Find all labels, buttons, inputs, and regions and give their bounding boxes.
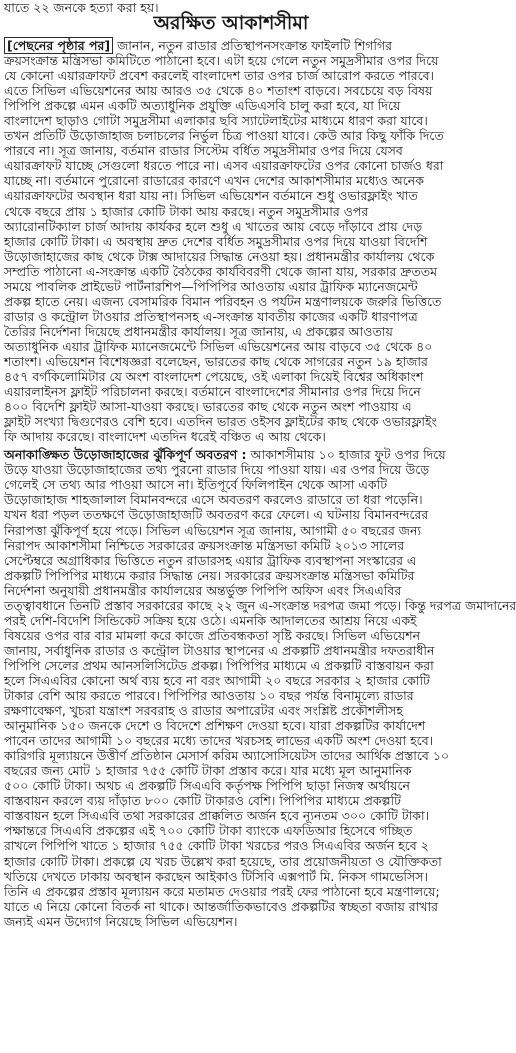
- article-line: এতে সিভিল এভিয়েশনের আয় আরও ৩৫ থেকে ৪০ শতাংশ বাড়বে। সবচেয়ে বড় বিষয়: [4, 83, 433, 99]
- article-line: পিপিপি সেলের প্রথম আনসলিসিটেড প্রকল্প। পিপিপির মাধ্যমে এ প্রকল্পটি বাস্তবায়ন করা: [4, 657, 434, 673]
- subsection-heading: অনাকাঙ্ক্ষিত উড়োজাহাজের ঝুঁকিপূর্ণ অবতরণ :: [4, 447, 247, 463]
- continued-from-back-page-label: [পেছনের পৃষ্ঠার পর]: [4, 37, 113, 54]
- article-line: গেলেই সে তথ্য আর পাওয়া আসে না। ইতিপূর্বে ফিলিপাইন থেকে আসা একটি: [4, 477, 388, 493]
- article-line: উড়োজাহাজের কাছ থেকে টাক্স আদায়ের সিদ্ধান্ত নেওয়া হয়। প্রধানমন্ত্রীর কার্যালয় থেকে: [4, 248, 435, 264]
- article-text: আকাশসীমায় ১০ হাজার ফুট ওপর দিয়ে: [246, 447, 446, 463]
- article-line: পিপিপি প্রকল্পে এমন একটি অত্যাধুনিক প্রযুক্তি এডিএসবি চালু করা হবে, যা দিয়ে: [4, 98, 401, 114]
- article-line: বাংলাদেশ ছাড়াও গোটা সমুদ্রসীমা এলাকার ছবি স্যাটেলাইটের মাধ্যমে ধারণ করা যাবে।: [4, 113, 428, 129]
- article-line: পারবে না। সূত্র জানায়, বর্তমান রাডার সিস্টেম বর্ধিত সমুদ্রসীমার ওপর দিয়ে যেসব: [4, 143, 403, 159]
- article-line: তখন প্রতিটি উড়োজাহাজ চলাচলের নির্ভুল চিত্র পাওয়া যাবে। কেউ আর কিছু ফাঁকি দিতে: [4, 128, 444, 144]
- article-line: প্রকল্পটি পিপিপির মাধ্যমে করার সিদ্ধান্ত নেয়। সরকারের ক্রয়সংক্রান্ত মন্ত্রিসভা কমিটির: [4, 567, 415, 583]
- article-line: জানায়, সর্বাধুনিক রাডার ও কন্ট্রোল টাওয়ার স্থাপনের এ প্রকল্পটি প্রধানমন্ত্রীর দফতরাধীন: [4, 642, 435, 658]
- article-line: ৫০০ কোটি টাকা। অথচ এ প্রকল্পটি সিএএবি কর্তৃপক্ষ পিপিপি ছাড়া নিজস্ব অর্থায়নে: [4, 778, 411, 794]
- article-line: বাস্তবায়ন করলে ব্যয় দাঁড়াত ৮০০ কোটি টাকারও বেশি। পিপিপির মাধ্যমে প্রকল্পটি: [4, 793, 401, 809]
- article-headline: অরক্ষিত আকাশসীমা: [153, 12, 309, 34]
- article-line: আনুমানিক ১৫০ জনকে দেশে ও বিদেশে প্রশিক্ষণ দেওয়া হবে। যারা প্রকল্পটির কার্যাদেশ: [4, 718, 426, 734]
- article-line: রাডার ও কন্ট্রোল টাওয়ার প্রতিস্থাপনসহ এ-সংক্রান্ত যাবতীয় কাজের একটি ধারণাপত্র: [4, 308, 418, 324]
- article-line: ফি আদায় করেছে। বাংলাদেশ এতদিন ধরেই বঞ্চিত এ আয় থেকে।: [4, 429, 326, 445]
- article-line: যে কোনো এয়ারক্রাফট প্রবেশ করলেই বাংলাদেশ তার ওপর চার্জ আরোপ করতে পারবে।: [4, 68, 435, 84]
- article-line: [4, 447, 458, 462]
- article-line: অত্যাধুনিক এয়ার ট্রাফিক ম্যানেজমেন্টে সিভিল এভিয়েশনের আয় বাড়বে ৩৫ থেকে ৪০: [4, 338, 433, 354]
- article-line: ৪০০ বিদেশি ফ্লাইট আসা-যাওয়া করছে। ভারতের কাছ থেকে নতুন অংশ পাওয়ায় এ: [4, 399, 412, 415]
- article-line: বছরের জন্য মোট ১ হাজার ৭৫৫ কোটি টাকা প্রস্তাব করে। যার মধ্যে মূল আনুমানিক: [4, 763, 412, 779]
- article-line: শতাংশ। এভিয়েশন বিশেষজ্ঞরা বলেছেন, ভারতের কাছ থেকে সাগরের নতুন ১৯ হাজার: [4, 353, 428, 369]
- article-line: সেপ্টেম্বরে অগ্রাধিকার ভিত্তিতে নতুন রাডারসহ এয়ার ট্রাফিক ব্যবস্থাপনা সংস্কারের এ: [4, 552, 417, 568]
- article-line: ফ্লাইট সংখ্যা দ্বিগুণেরও বেশি হবে। এতদিন ভারত ওইসব ফ্লাইটের কাছ থেকে ওভারফ্লাইং: [4, 414, 437, 430]
- article-line: জন্যই এমন উদ্যোগ নিয়েছে সিভিল এভিয়েশন।: [4, 913, 238, 929]
- article-body: [4, 38, 516, 1051]
- article-line: পরই দেশি-বিদেশি সিন্ডিকেট সক্রিয় হয়ে ওঠে। এমনকি আদালতের আশ্রয় নিয়ে একই: [4, 612, 417, 628]
- article-line: পক্ষান্তরে সিএএবি প্রকল্পের এই ৭০০ কোটি টাকা ব্যাংকে এফডিআর হিসেবে গচ্ছিত: [4, 823, 413, 839]
- article-line: ৪৫৭ বর্গকিলোমিটার যে অংশ বাংলাদেশ পেয়েছে, ওই এলাকা দিয়েই বিশ্বের অধিকাংশ: [4, 369, 424, 385]
- article-line: রাখলে পিপিপি খাতে ১ হাজার ৭৫৫ কোটি টাকা খরচের পরও সিএএবির অর্জন হবে ২: [4, 838, 429, 854]
- article-line: উড়ে যাওয়া উড়োজাহাজের তথ্য পুরনো রাডার দিয়ে পাওয়া যায়। এর ওপর দিয়ে উড়ে: [4, 462, 430, 478]
- article-line: হলে সিএএবির কোনো অর্থ ব্যয় হবে না বরং আগামী ২০ বছরে সরকার ২ হাজার কোটি: [4, 672, 430, 688]
- article-line: যাচ্ছে না। বর্তমানে পুরোনো রাডারের কারণে এখন দেশের আকাশসীমার মধ্যেও অনেক: [4, 173, 424, 189]
- article-line: থেকে বছরে প্রায় ১ হাজার কোটি টাকা আয় করছে। নতুন সমুদ্রসীমার ওপর: [4, 203, 369, 219]
- article-line: যাতে এ নিয়ে কোনো বিতর্ক না থাকে। আন্তর্জাতিকভাবেও প্রকল্পটির স্বচ্ছতা বজায় রাখার: [4, 898, 438, 914]
- article-line: নিরাপদ আকাশসীমা নিশ্চিতে সরকারের ক্রয়সংক্রান্ত মন্ত্রিসভা কমিটি ২০১৩ সালের: [4, 537, 405, 553]
- article-line: সম্প্রতি পাঠানো এ-সংক্রান্ত একটি বৈঠকের কার্যবিবরণী থেকে জানা যায়, সরকার দ্রুততম: [4, 263, 438, 279]
- article-line: বিষয়ের ওপর বার বার মামলা করে কাজে প্রতিবন্ধকতা সৃষ্টি করছে। সিভিল এভিয়েশন: [4, 627, 421, 643]
- article-line: তৈরির নির্দেশনা দিয়েছে প্রধানমন্ত্রীর কার্যালয়। সূত্র জানায়, এ প্রকল্পের আওতায়: [4, 323, 393, 339]
- article-line: নির্দেশনা অনুযায়ী প্রধানমন্ত্রীর কার্যালয়ের অন্তর্ভুক্ত পিপিপি অফিস এবং সিএএবির: [4, 582, 402, 598]
- article-line: এয়ারক্রাফট যাচ্ছে সেগুলো ধরতে পারে না। এসব এয়ারক্রাফটের ওপর কোনো চার্জও ধরা: [4, 158, 444, 174]
- article-line: তিনি এ প্রকল্পের প্রস্তাব মূল্যায়ন করে মতামত দেওয়ার পরই ফের পাঠানো হবে মন্ত্রণালয়ে;: [4, 883, 440, 899]
- article-line: টাকার বেশি আয় করতে পারবে। পিপিপির আওতায় ১০ বছর পর্যন্ত বিনামূল্যে রাডার: [4, 688, 414, 704]
- article-line: রক্ষণাবেক্ষণ, খুচরা যন্ত্রাংশ সরবরাহ ও রাডার অপারেটর এবং সংশ্লিষ্ট প্রকৌশলীসহ: [4, 703, 403, 719]
- article-line: [4, 38, 458, 53]
- article-line: তত্ত্বাবধানে তিনটি প্রস্তাব সরকারের কাছে ২২ জুন এ-সংক্রান্ত দরপত্র জমা পড়ে। কিন্তু দরপত্র জমাদানের: [4, 597, 516, 613]
- article-line: খতিয়ে দেখতে ঢাকায় অবস্থান করছেন আইকাও টিসিবি এক্সপার্ট মি. নিকস গামভেসিস।: [4, 868, 428, 884]
- previous-article-tail: যাতে ২২ জনকে হত্যা করা হয়।: [4, 0, 159, 15]
- article-line: পাবেন তাদের আগামী ১০ বছরের মধ্যে তাদের খরচসহ লাভের একটি অংশ দেওয়া হবে।: [4, 733, 434, 749]
- article-line: নিরাপত্তা ঝুঁকিপূর্ণ হয়ে পড়ে। সিভিল এভিয়েশন সূত্র জানায়, আগামী ৫০ বছরের জন্য: [4, 522, 422, 538]
- article-line: এয়ারক্রাফটের অবস্থান ধরা যায় না। সিভিল এভিয়েশন বর্তমানে শুধু ওভারফ্লাইং খাত: [4, 188, 418, 204]
- article-line: কারিগরি মূল্যায়নে উত্তীর্ণ প্রতিষ্ঠান মেসার্স করিম অ্যাসোসিয়েটস তাদের আর্থিক প্রস্তাবে ১০: [4, 748, 450, 764]
- article-line: হাজার কোটি টাকা। এ অবস্থায় দ্রুত দেশের বর্ধিত সমুদ্রসীমার ওপর দিয়ে যাওয়া বিদেশি: [4, 233, 428, 249]
- article-line: সময়ে পাবলিক প্রাইভেট পার্টনারশিপ—পিপিপির আওতায় এয়ার ট্রাফিক ম্যানেজমেন্ট: [4, 278, 418, 294]
- article-line: এয়ারলাইনস ফ্লাইট পরিচালনা করছে। বর্তমানে বাংলাদেশের সীমানার ওপর দিয়ে দিনে: [4, 384, 421, 400]
- article-line: বাস্তবায়ন হলে সিএএবি তথা সরকারের প্রাক্কলিত অর্জন হবে ন্যূনতম ৩০০ কোটি টাকা।: [4, 808, 430, 824]
- article-line: অ্যারোনটিক্যাল চার্জ আদায় কার্যকর হলে শুধু এ খাতের আয় বেড়ে দাঁড়াবে প্রায় দেড়: [4, 218, 423, 234]
- article-text: জানান, নতুন রাডার প্রতিস্থাপনসংক্রান্ত ফাইলটি শিগগির: [113, 38, 393, 53]
- article-line: উড়োজাহাজ শাহজালাল বিমানবন্দরে এসে অবতরণ করলেও রাডারে তা ধরা পড়েনি।: [4, 492, 423, 508]
- article-line: যখন ধরা পড়ল ততক্ষণে উড়োজাহাজটি অবতরণ করে ফেলে। এ ঘটনায় বিমানবন্দরের: [4, 507, 429, 523]
- article-line: প্রকল্প হাতে নেয়। এজন্য বেসামরিক বিমান পরিবহন ও পর্যটন মন্ত্রণালয়কে জরুরি ভিত্তিতে: [4, 293, 442, 309]
- article-line: ক্রয়সংক্রান্ত মন্ত্রিসভা কমিটিতে পাঠানো হবে। এটা হয়ে গেলে নতুন সমুদ্রসীমার ওপর দিয়ে: [4, 53, 439, 69]
- article-line: হাজার কোটি টাকা। প্রকল্পে যে খরচ উল্লেখ করা হয়েছে, তার প্রয়োজনীয়তা ও যৌক্তিকতা: [4, 853, 442, 869]
